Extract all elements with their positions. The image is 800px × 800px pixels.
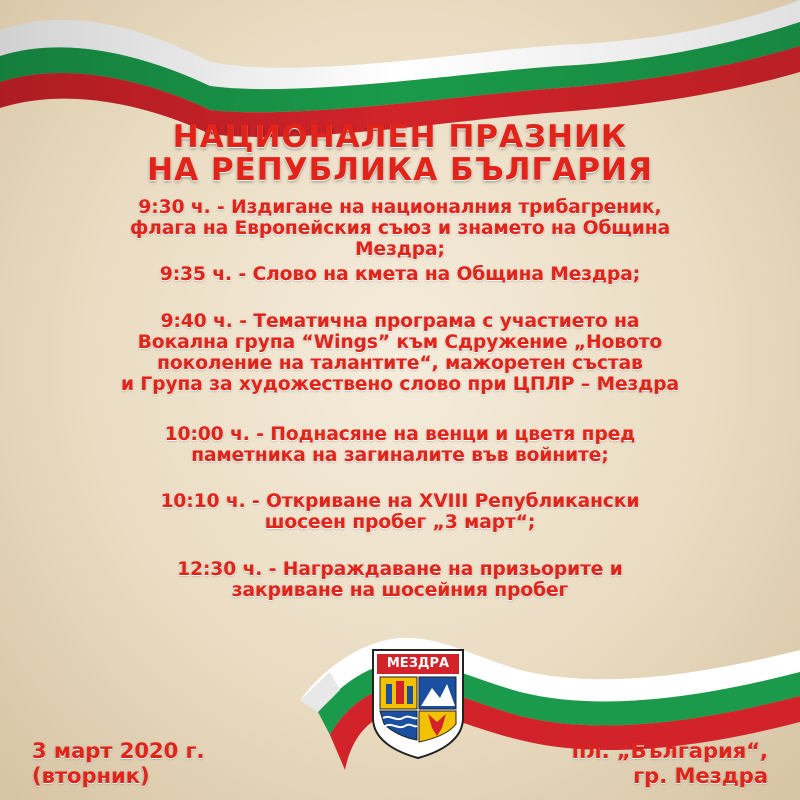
schedule-item-6	[0, 559, 800, 601]
schedule-item-4	[0, 424, 800, 466]
event-venue: пл. „България“,	[571, 739, 768, 763]
schedule-text: и Група за художествено слово при ЦПЛР – Мездра	[121, 374, 679, 395]
logo-label: МЕЗДРА	[386, 656, 450, 671]
schedule-text: Мездра;	[355, 239, 445, 260]
schedule-text: 10:10 ч. - Откриване на XVIII Републикански	[160, 491, 640, 512]
schedule-item-5	[0, 491, 800, 533]
schedule-text: 9:35 ч. - Слово на кмета на Община Мездра;	[159, 264, 641, 285]
schedule-text: Вокална група “Wings” към Сдружение „Новото	[137, 332, 663, 353]
schedule-item-2	[0, 264, 800, 285]
schedule-text: шосеен пробег „3 март“;	[264, 512, 536, 533]
schedule-text: 9:30 ч. - Издигане на националния трибагреник,	[138, 197, 662, 218]
schedule-text: флага на Европейския съюз и знамето на Община	[129, 218, 671, 239]
schedule-text: 12:30 ч. - Награждаване на призьорите и	[177, 559, 623, 580]
schedule-item-1	[0, 197, 800, 260]
schedule-item-3	[0, 311, 800, 395]
title-line-1: НАЦИОНАЛЕН ПРАЗНИК	[172, 119, 628, 155]
schedule-text: паметника на загиналите във войните;	[191, 445, 609, 466]
schedule-text: 10:00 ч. - Поднасяне на венци и цветя пред	[164, 424, 636, 445]
event-weekday: (вторник)	[32, 764, 150, 788]
schedule-text: закриване на шосейния пробег	[231, 580, 569, 601]
schedule-text: поколение на талантите“, мажоретен състав	[157, 353, 643, 374]
event-town: гр. Мездра	[633, 764, 768, 788]
event-date: 3 март 2020 г.	[32, 739, 205, 763]
title-line-2: НА РЕПУБЛИКА БЪЛГАРИЯ	[147, 152, 653, 188]
schedule-text: 9:40 ч. - Тематична програма с участието на	[160, 311, 640, 332]
